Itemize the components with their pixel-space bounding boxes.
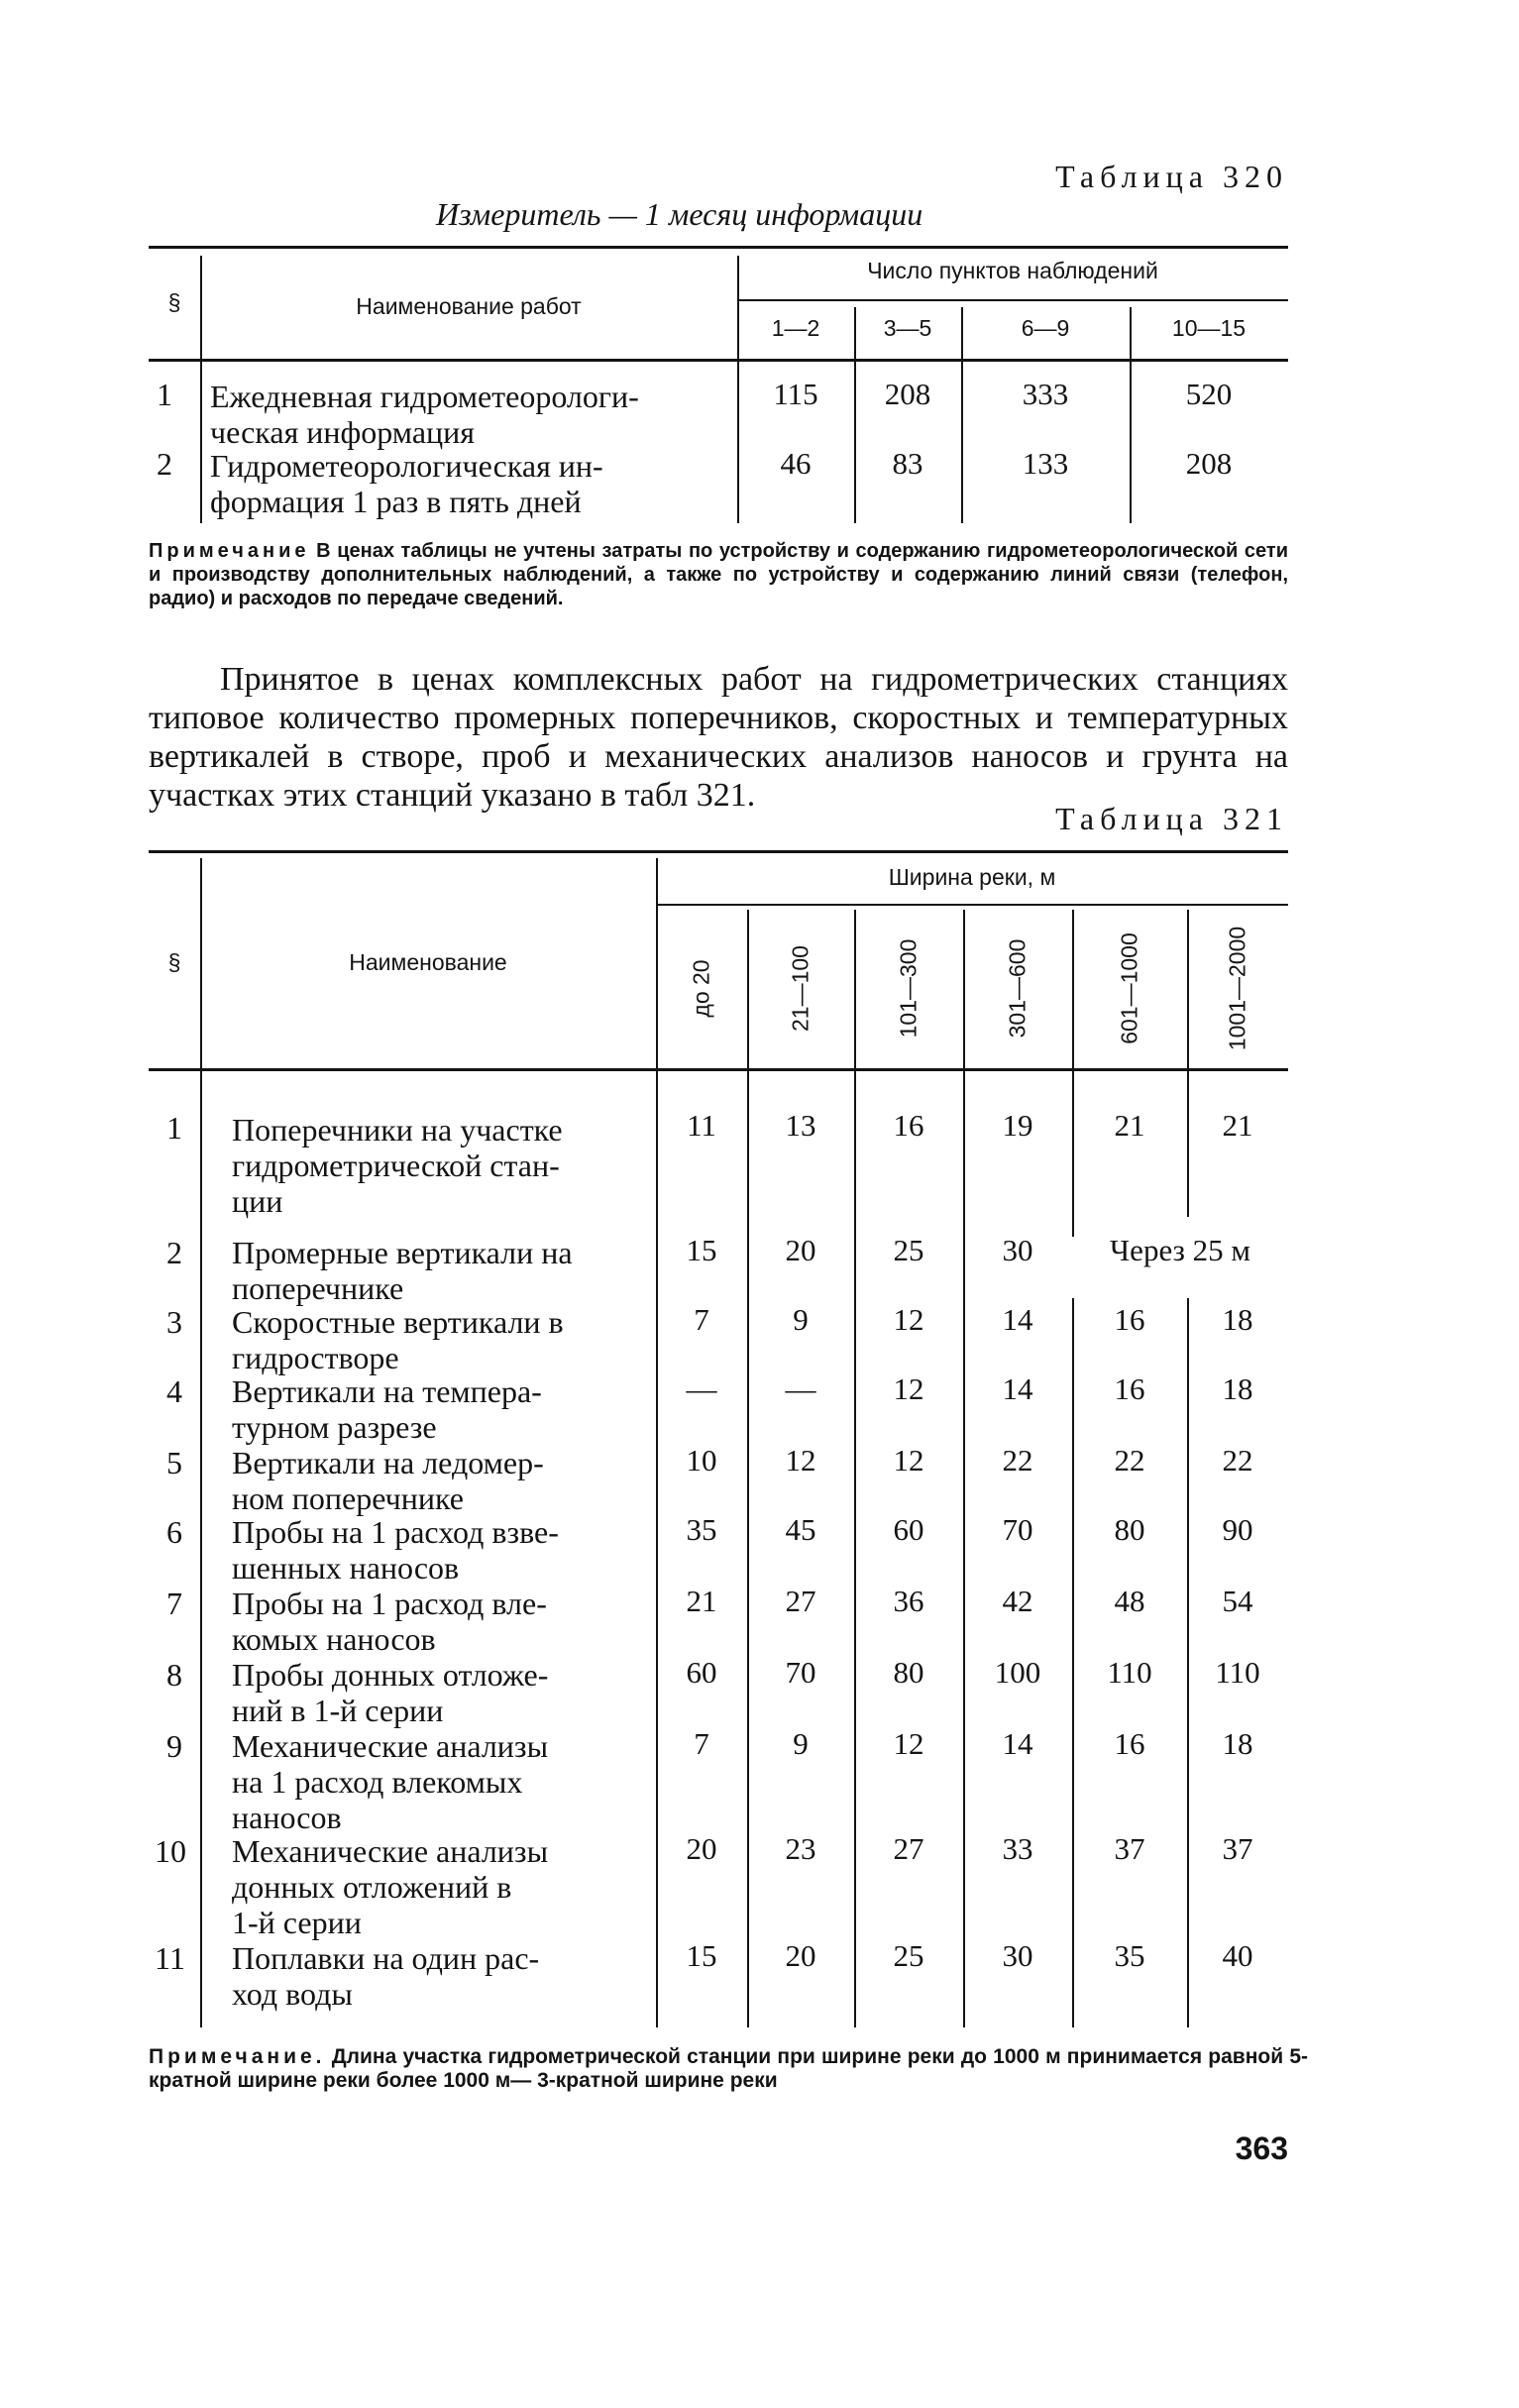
table-320-top-rule xyxy=(149,246,1288,249)
name-line: на 1 расход влекомых xyxy=(232,1764,523,1800)
table-321-row-num: 7 xyxy=(166,1586,182,1621)
table-321-cell: 12 xyxy=(893,1302,924,1337)
table-320-header-col: 6—9 xyxy=(1021,315,1070,341)
name-line: Пробы на 1 расход взве- xyxy=(232,1514,559,1550)
table-320-group-rule xyxy=(737,299,1288,301)
table-320-note xyxy=(149,539,1288,610)
name-line: гидрометрической стан- xyxy=(232,1148,560,1183)
table-320-cell: 115 xyxy=(773,377,818,411)
table-321-cell: 70 xyxy=(1002,1512,1033,1547)
table-321-cell: — xyxy=(686,1371,717,1406)
name-line: наносов xyxy=(232,1800,342,1835)
table-321-row-name xyxy=(232,1112,648,1219)
table-320-subtitle: Измеритель — 1 месяц информации xyxy=(436,196,923,232)
table-321-cell: 21 xyxy=(1114,1108,1145,1143)
table-321-cell: 90 xyxy=(1222,1512,1253,1547)
table-321-header-name: Наименование xyxy=(349,949,507,975)
table-321-cell: 12 xyxy=(785,1443,816,1478)
table-320-header-num: § xyxy=(167,289,181,315)
table-321-row-num: 9 xyxy=(166,1728,182,1764)
name-line: Поплавки на один рас- xyxy=(232,1940,540,1976)
table-321-cell: 7 xyxy=(694,1726,709,1761)
body-paragraph: Принятое в ценах комплексных работ на гидрометрических станциях типовое количество промерных поперечников, скоростных и температурных вертикалей в створе, проб и механических анализов наносов и грунта на участках этих станций указано в табл 321. xyxy=(149,661,1288,814)
table-321-cell: 14 xyxy=(1002,1726,1033,1761)
table-321-cell: 9 xyxy=(793,1726,809,1761)
table-321-cell: 22 xyxy=(1114,1443,1145,1478)
table-321-cell: 23 xyxy=(785,1831,816,1866)
table-321-cell: 42 xyxy=(1002,1584,1033,1618)
table-321-row-num: 4 xyxy=(166,1373,182,1409)
table-321-cell: 45 xyxy=(785,1512,816,1547)
name-line: турном разрезе xyxy=(232,1409,437,1445)
table-321-row-name xyxy=(232,1304,648,1375)
table-321-cell: 37 xyxy=(1114,1831,1145,1866)
table-321-cell: 25 xyxy=(893,1233,924,1267)
table-321-cell: 100 xyxy=(994,1655,1041,1690)
table-321-cell: 60 xyxy=(893,1512,924,1547)
table-321-header-col: 21—100 xyxy=(787,945,814,1032)
table-320-row-name xyxy=(210,448,735,519)
name-line: гидростворе xyxy=(232,1340,399,1375)
name-line: ний в 1-й серии xyxy=(232,1693,444,1728)
table-321-cell: 12 xyxy=(893,1443,924,1478)
table-321-top-rule xyxy=(149,850,1288,853)
table-320-cell: 46 xyxy=(780,446,812,481)
table-321-cell: 20 xyxy=(785,1938,816,1973)
table-321-row-name xyxy=(232,1833,648,1940)
table-321-label: Таблица 321 xyxy=(1055,801,1288,836)
table-321-cell: 22 xyxy=(1222,1443,1253,1478)
table-321-header-col: 101—300 xyxy=(895,938,922,1039)
table-321-cell: 35 xyxy=(1114,1938,1145,1973)
table-320-header-col: 10—15 xyxy=(1171,315,1247,341)
table-320-header-name: Наименование работ xyxy=(356,293,582,319)
page-number: 363 xyxy=(1235,2131,1288,2166)
table-320-row-name xyxy=(210,379,735,450)
name-line: Вертикали на темпера- xyxy=(232,1373,542,1409)
table-320-header-group: Число пунктов наблюдений xyxy=(867,258,1158,283)
name-line: шенных наносов xyxy=(232,1550,460,1586)
table-321-cell: — xyxy=(785,1371,816,1406)
table-321-cell: 48 xyxy=(1114,1584,1145,1618)
table-321-cell: 18 xyxy=(1222,1726,1253,1761)
table-321-row-name xyxy=(232,1235,648,1306)
table-321-cell: 27 xyxy=(893,1831,924,1866)
table-321-cell: 33 xyxy=(1002,1831,1033,1866)
table-321-header-num: § xyxy=(167,949,181,975)
name-line: ном поперечнике xyxy=(232,1480,464,1516)
table-321-row-name xyxy=(232,1373,648,1445)
table-321-cell: 21 xyxy=(686,1584,717,1618)
table-320-cell: 208 xyxy=(884,377,931,411)
table-320-row-num: 1 xyxy=(157,377,172,412)
table-321-header-col: до 20 xyxy=(688,959,714,1018)
table-321-cell: 60 xyxy=(686,1655,717,1690)
name-line: ческая информация xyxy=(210,414,475,450)
table-321-row-name xyxy=(232,1940,648,2012)
table-321-cell: 70 xyxy=(785,1655,816,1690)
table-320-label: Таблица 320 xyxy=(1055,159,1288,194)
table-321-cell: 40 xyxy=(1222,1938,1253,1973)
table-321-row-name xyxy=(232,1514,648,1586)
note-text: Длина участка гидрометрической станции при ширине реки до 1000 м принимается равной 5-кратной ширине реки более 1000 м— 3-кратной ширине реки xyxy=(149,2045,1308,2092)
table-321-cell: 12 xyxy=(893,1726,924,1761)
note-lead: Примечание xyxy=(149,540,310,562)
table-321-row-num: 2 xyxy=(166,1235,182,1270)
table-321-merged-cell: Через 25 м xyxy=(1110,1233,1250,1267)
table-320-cell: 83 xyxy=(892,446,923,481)
table-321-cell: 14 xyxy=(1002,1302,1033,1337)
table-321-header-col: 301—600 xyxy=(1004,938,1031,1039)
table-321-cell: 16 xyxy=(1114,1302,1145,1337)
table-320-row-num: 2 xyxy=(157,446,172,482)
note-text: В ценах таблицы не учтены затраты по устройству и содержанию гидрометеорологической сети и производству дополнительных наблюдений, а также по устройству и содержанию линий связи (телефон, радио) и расходов по передаче сведений. xyxy=(149,540,1288,609)
name-line: Вертикали на ледомер- xyxy=(232,1445,544,1480)
table-321-row-name xyxy=(232,1586,648,1657)
table-320-header-col: 3—5 xyxy=(883,315,932,341)
table-321-header-col: 1001—2000 xyxy=(1224,926,1250,1051)
table-320-cell: 133 xyxy=(1022,446,1069,481)
table-321-cell: 10 xyxy=(686,1443,717,1478)
table-321-row-num: 11 xyxy=(155,1940,185,1976)
table-321-cell: 18 xyxy=(1222,1302,1253,1337)
table-321-cell: 15 xyxy=(686,1938,717,1973)
table-320-header-rule xyxy=(149,359,1288,362)
table-321-row-num: 3 xyxy=(166,1304,182,1340)
table-320-header-col: 1—2 xyxy=(771,315,820,341)
table-321-cell: 19 xyxy=(1002,1108,1033,1143)
name-line: Пробы на 1 расход вле- xyxy=(232,1586,547,1621)
table-321-row-name xyxy=(232,1657,648,1728)
name-line: поперечнике xyxy=(232,1270,404,1306)
table-320-cell: 208 xyxy=(1185,446,1233,481)
table-321-cell: 80 xyxy=(893,1655,924,1690)
table-321-cell: 15 xyxy=(686,1233,717,1267)
table-321-cell: 14 xyxy=(1002,1371,1033,1406)
table-321-cell: 11 xyxy=(687,1108,716,1143)
table-321-cell: 22 xyxy=(1002,1443,1033,1478)
table-321-cell: 9 xyxy=(793,1302,809,1337)
name-line: Промерные вертикали на xyxy=(232,1235,573,1270)
name-line: Ежедневная гидрометеорологи- xyxy=(210,379,639,414)
table-321-cell: 12 xyxy=(893,1371,924,1406)
note-lead: Примечание. xyxy=(149,2045,326,2068)
name-line: Механические анализы xyxy=(232,1728,549,1764)
table-321-row-num: 1 xyxy=(166,1110,182,1146)
table-321-cell: 30 xyxy=(1002,1938,1033,1973)
table-320-cell: 333 xyxy=(1022,377,1069,411)
table-321-cell: 16 xyxy=(893,1108,924,1143)
name-line: Механические анализы xyxy=(232,1833,549,1869)
table-321-cell: 16 xyxy=(1114,1726,1145,1761)
name-line: ход воды xyxy=(232,1976,353,2012)
name-line: комых наносов xyxy=(232,1621,436,1657)
table-321-cell: 21 xyxy=(1222,1108,1253,1143)
name-line: Скоростные вертикали в xyxy=(232,1304,564,1340)
table-321-row-name xyxy=(232,1728,648,1835)
table-321-cell: 110 xyxy=(1215,1655,1260,1690)
table-321-cell: 25 xyxy=(893,1938,924,1973)
table-321-note xyxy=(149,2045,1308,2093)
table-321-col-divider xyxy=(200,858,202,2027)
name-line: Поперечники на участке xyxy=(232,1112,563,1148)
table-321-cell: 27 xyxy=(785,1584,816,1618)
table-321-header-col: 601—1000 xyxy=(1116,932,1142,1044)
name-line: ции xyxy=(232,1183,283,1219)
table-321-cell: 18 xyxy=(1222,1371,1253,1406)
table-321-cell: 110 xyxy=(1107,1655,1152,1690)
name-line: Пробы донных отложе- xyxy=(232,1657,549,1693)
table-321-cell: 20 xyxy=(686,1831,717,1866)
table-321-col-divider xyxy=(1187,910,1189,1217)
table-321-row-name xyxy=(232,1445,648,1516)
table-321-cell: 54 xyxy=(1222,1584,1253,1618)
table-321-cell: 20 xyxy=(785,1233,816,1267)
table-321-row-num: 8 xyxy=(166,1657,182,1693)
table-321-cell: 35 xyxy=(686,1512,717,1547)
name-line: донных отложений в xyxy=(232,1869,512,1905)
table-321-header-group: Ширина реки, м xyxy=(888,864,1056,890)
table-321-cell: 7 xyxy=(694,1302,709,1337)
name-line: Гидрометеорологическая ин- xyxy=(210,448,603,484)
table-321-cell: 36 xyxy=(893,1584,924,1618)
table-321-row-num: 10 xyxy=(155,1833,186,1869)
table-321-cell: 30 xyxy=(1002,1233,1033,1267)
table-321-row-num: 6 xyxy=(166,1514,182,1550)
table-321-cell: 37 xyxy=(1222,1831,1253,1866)
table-321-cell: 80 xyxy=(1114,1512,1145,1547)
table-320-cell: 520 xyxy=(1185,377,1233,411)
table-321-cell: 13 xyxy=(785,1108,816,1143)
table-321-cell: 16 xyxy=(1114,1371,1145,1406)
name-line: формация 1 раз в пять дней xyxy=(210,484,582,519)
table-321-group-rule xyxy=(656,904,1288,906)
name-line: 1-й серии xyxy=(232,1905,362,1940)
table-321-col-divider xyxy=(1072,910,1074,1237)
table-321-header-rule xyxy=(149,1068,1288,1071)
table-321-row-num: 5 xyxy=(166,1445,182,1480)
